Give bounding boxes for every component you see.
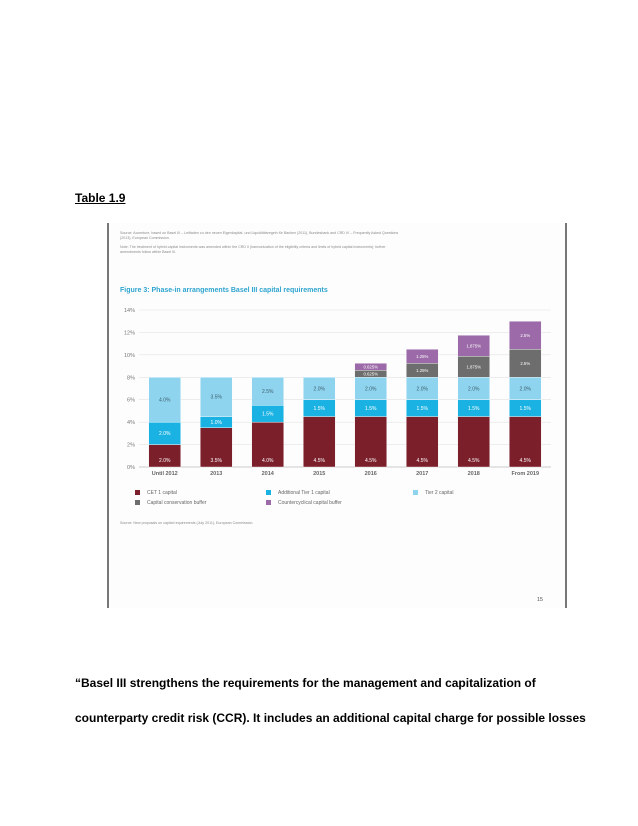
data-label: 4.0% xyxy=(262,458,274,464)
data-label: 2.0% xyxy=(159,458,171,464)
data-label: 0.625% xyxy=(363,364,379,370)
x-tick-label: 2013 xyxy=(210,471,223,477)
figure-source-line-2: (2013), European Commission. xyxy=(120,235,170,240)
figure-title: Figure 3: Phase-in arrangements Basel III capital requirements xyxy=(120,287,328,294)
y-tick-label: 14% xyxy=(123,308,135,314)
x-tick-label: From 2019 xyxy=(511,471,540,477)
data-label: 2.0% xyxy=(519,386,531,393)
table-label: Table 1.9 xyxy=(75,191,126,205)
figure-footer-source: Source: New proposals on capital requirements (July 2011), European Commission. xyxy=(120,521,254,525)
data-label: 1.25% xyxy=(416,368,429,374)
x-tick-label: 2018 xyxy=(467,471,480,477)
data-label: 1.875% xyxy=(466,364,482,370)
data-label: 3.5% xyxy=(210,458,222,464)
data-label: 1.5% xyxy=(416,405,428,412)
x-tick-label: 2014 xyxy=(261,471,274,477)
data-label: 4.5% xyxy=(468,458,480,464)
data-label: 4.5% xyxy=(416,458,428,464)
legend-item-tier2 xyxy=(413,490,453,496)
legend-item-countercyclical xyxy=(266,500,342,506)
legend-label-countercyclical: Countercyclical capital buffer xyxy=(278,500,342,506)
x-tick-label: 2015 xyxy=(313,471,326,477)
legend-item-cet1 xyxy=(135,490,177,496)
data-label: 1.25% xyxy=(416,354,429,360)
data-label: 2.0% xyxy=(313,386,325,393)
data-label: 1.0% xyxy=(210,419,222,426)
legend-item-at1 xyxy=(266,490,330,496)
data-label: 4.0% xyxy=(159,397,171,404)
legend-label-at1: Additional Tier 1 capital xyxy=(278,490,330,496)
data-label: 1.875% xyxy=(466,343,482,349)
data-label: 1.5% xyxy=(468,405,480,412)
data-label: 2.0% xyxy=(416,386,428,393)
legend-label-cet1: CET 1 capital xyxy=(147,490,177,496)
data-label: 1.5% xyxy=(519,405,531,412)
data-label: 4.5% xyxy=(313,458,325,464)
legend-swatch-conservation xyxy=(135,500,140,505)
y-tick-label: 0% xyxy=(127,465,135,471)
y-tick-label: 10% xyxy=(123,352,135,359)
data-label: 2.0% xyxy=(468,386,480,393)
legend-swatch-cet1 xyxy=(135,490,140,495)
body-text-line-1: “Basel III strengthens the requirements for the management and capitalization of xyxy=(75,676,536,690)
body-text-line-2: counterparty credit risk (CCR). It includes an additional capital charge for possible losses xyxy=(75,711,586,725)
data-label: 2.0% xyxy=(365,386,377,393)
data-label: 2.5% xyxy=(262,389,274,396)
stacked-bar-chart xyxy=(109,223,565,608)
data-label: 3.5% xyxy=(210,394,222,401)
y-tick-label: 12% xyxy=(123,330,135,337)
data-label: 2.5% xyxy=(520,333,531,339)
figure-source-line-1: Source: Accenture, based on Basel III – Leitfaden zu den neuen Eigenkapital- und Liquiditätsregeln für Banken (2011), Bundesbank and CRD IV – Frequently Asked Questions xyxy=(120,231,399,235)
data-label: 4.5% xyxy=(519,458,531,464)
legend-swatch-tier2 xyxy=(413,490,418,495)
data-label: 1.5% xyxy=(365,405,377,412)
data-label: 1.5% xyxy=(262,411,274,418)
y-tick-label: 2% xyxy=(127,442,135,449)
legend-label-conservation: Capital conservation buffer xyxy=(147,500,207,506)
x-tick-label: 2016 xyxy=(364,471,377,477)
x-tick-label: Until 2012 xyxy=(151,471,178,477)
data-label: 0.625% xyxy=(363,371,379,377)
figure-note-line-1: Note: The treatment of hybrid capital instruments was amended within the CRD II (harmonization of the eligibility criteria and limits of hybrid capital instruments); further xyxy=(120,245,386,249)
figure-note-line-2: amendments follow within Basel III. xyxy=(120,249,177,254)
data-label: 1.5% xyxy=(313,405,325,412)
figure-image xyxy=(107,223,567,608)
legend-swatch-at1 xyxy=(266,490,271,495)
y-tick-label: 4% xyxy=(127,420,135,427)
page-number: 15 xyxy=(536,597,543,603)
data-label: 2.5% xyxy=(520,361,531,367)
data-label: 2.0% xyxy=(159,431,171,438)
y-tick-label: 8% xyxy=(127,375,135,382)
legend-label-tier2: Tier 2 capital xyxy=(425,490,454,496)
legend-item-conservation xyxy=(135,500,206,506)
x-tick-label: 2017 xyxy=(416,471,429,477)
legend-swatch-countercyclical xyxy=(266,500,271,505)
y-tick-label: 6% xyxy=(127,397,135,404)
data-label: 4.5% xyxy=(365,458,377,464)
